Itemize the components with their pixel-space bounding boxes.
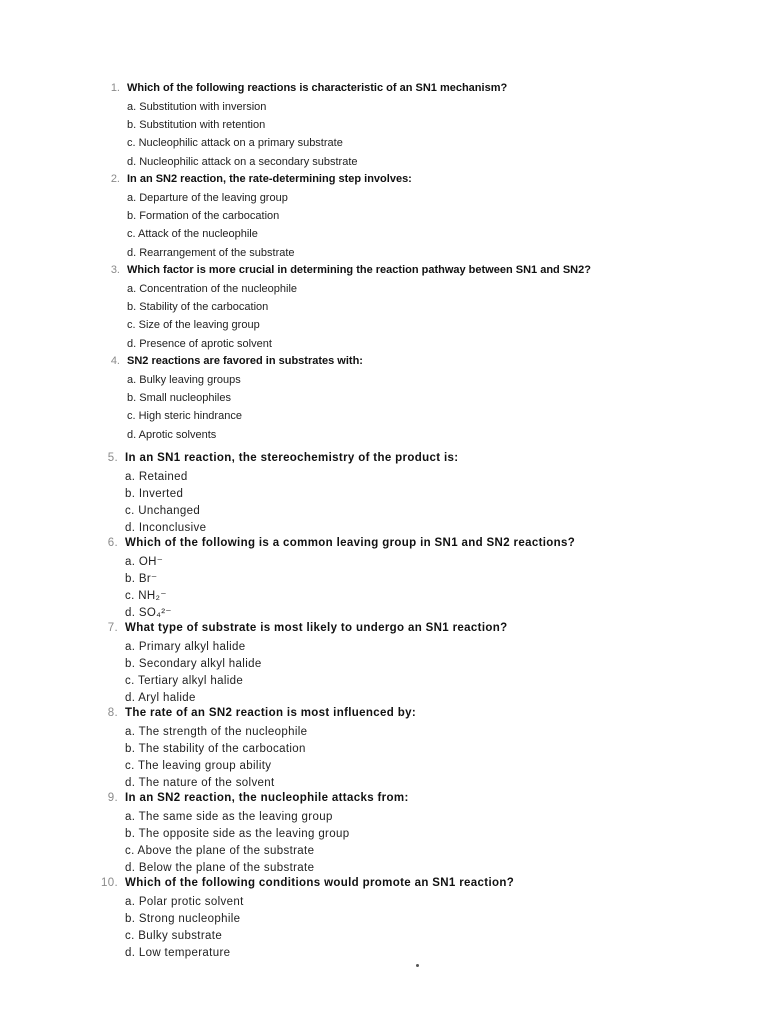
answer-option: a. Bulky leaving groups xyxy=(127,374,241,386)
question-number: 8. xyxy=(107,707,118,719)
answer-option: a. Polar protic solvent xyxy=(125,896,244,908)
answer-option: b. Stability of the carbocation xyxy=(127,301,269,314)
answer-option: b. Formation of the carbocation xyxy=(127,210,280,223)
answer-option: a. The same side as the leaving group xyxy=(125,811,333,823)
question-text: Which of the following reactions is characteristic of an SN1 mechanism? xyxy=(127,82,508,94)
answer-option: d. Aryl halide xyxy=(125,692,196,704)
question-number: 6. xyxy=(107,537,118,549)
answer-option: d. The nature of the solvent xyxy=(125,777,275,789)
question-text: Which of the following conditions would promote an SN1 reaction? xyxy=(125,877,515,889)
question-number: 4. xyxy=(110,355,120,367)
question-item xyxy=(0,451,768,537)
answer-option: d. Aprotic solvents xyxy=(127,428,217,441)
answer-option: d. Rearrangement of the substrate xyxy=(127,246,295,259)
question-text: SN2 reactions are favored in substrates with: xyxy=(127,355,363,367)
question-item xyxy=(0,706,768,792)
answer-option: a. OH⁻ xyxy=(125,556,164,568)
answer-option: c. Tertiary alkyl halide xyxy=(125,675,244,687)
answer-option: c. Nucleophilic attack on a primary substrate xyxy=(127,137,343,150)
answer-option: c. Attack of the nucleophile xyxy=(127,228,258,241)
question-item xyxy=(0,171,768,262)
answer-option: a. The strength of the nucleophile xyxy=(125,726,308,738)
answer-option: a. Departure of the leaving group xyxy=(127,192,288,204)
answer-option: c. Bulky substrate xyxy=(125,930,223,942)
answer-option: b. Small nucleophiles xyxy=(127,392,231,405)
question-item xyxy=(0,536,768,622)
question-text: In an SN2 reaction, the rate-determining step involves: xyxy=(127,173,412,185)
question-text: What type of substrate is most likely to undergo an SN1 reaction? xyxy=(125,622,508,634)
answer-option: b. Inverted xyxy=(125,488,184,500)
question-text: In an SN2 reaction, the nucleophile attacks from: xyxy=(125,792,409,804)
question-number: 9. xyxy=(107,792,118,804)
answer-option: b. Secondary alkyl halide xyxy=(125,658,262,670)
answer-option: c. Unchanged xyxy=(125,505,201,517)
question-number: 2. xyxy=(110,173,120,185)
question-item xyxy=(0,262,768,353)
answer-option: d. SO₄²⁻ xyxy=(125,607,172,619)
question-item xyxy=(0,80,768,171)
answer-option: d. Low temperature xyxy=(125,947,231,959)
answer-option: c. Above the plane of the substrate xyxy=(125,845,315,857)
question-text: The rate of an SN2 reaction is most influenced by: xyxy=(125,707,417,719)
answer-option: c. The leaving group ability xyxy=(125,760,272,772)
answer-option: b. Substitution with retention xyxy=(127,119,266,132)
answer-option: d. Presence of aprotic solvent xyxy=(127,337,272,350)
page-marker-dot xyxy=(416,964,419,967)
answer-option: b. Strong nucleophile xyxy=(125,913,241,925)
answer-option: a. Concentration of the nucleophile xyxy=(127,283,298,295)
answer-option: d. Inconclusive xyxy=(125,522,207,534)
question-number: 7. xyxy=(107,622,118,634)
question-item xyxy=(0,621,768,707)
answer-option: a. Substitution with inversion xyxy=(127,101,267,113)
question-number: 5. xyxy=(107,452,118,464)
answer-option: d. Nucleophilic attack on a secondary substrate xyxy=(127,155,358,168)
question-number: 3. xyxy=(110,264,120,276)
question-number: 10. xyxy=(100,877,118,889)
question-text: In an SN1 reaction, the stereochemistry of the product is: xyxy=(125,452,459,464)
answer-option: a. Retained xyxy=(125,471,188,483)
answer-option: c. High steric hindrance xyxy=(127,410,242,423)
answer-option: c. NH₂⁻ xyxy=(125,590,167,602)
question-text: Which of the following is a common leaving group in SN1 and SN2 reactions? xyxy=(125,537,576,549)
question-item xyxy=(0,791,768,877)
question-number: 1. xyxy=(110,82,120,94)
answer-option: a. Primary alkyl halide xyxy=(125,641,246,653)
question-text: Which factor is more crucial in determining the reaction pathway between SN1 and SN2? xyxy=(127,264,591,276)
answer-option: b. The opposite side as the leaving group xyxy=(125,828,350,840)
question-item xyxy=(0,876,768,962)
answer-option: b. Br⁻ xyxy=(125,573,158,585)
answer-option: c. Size of the leaving group xyxy=(127,319,260,332)
answer-option: b. The stability of the carbocation xyxy=(125,743,306,755)
question-item xyxy=(0,353,768,444)
answer-option: d. Below the plane of the substrate xyxy=(125,862,315,874)
